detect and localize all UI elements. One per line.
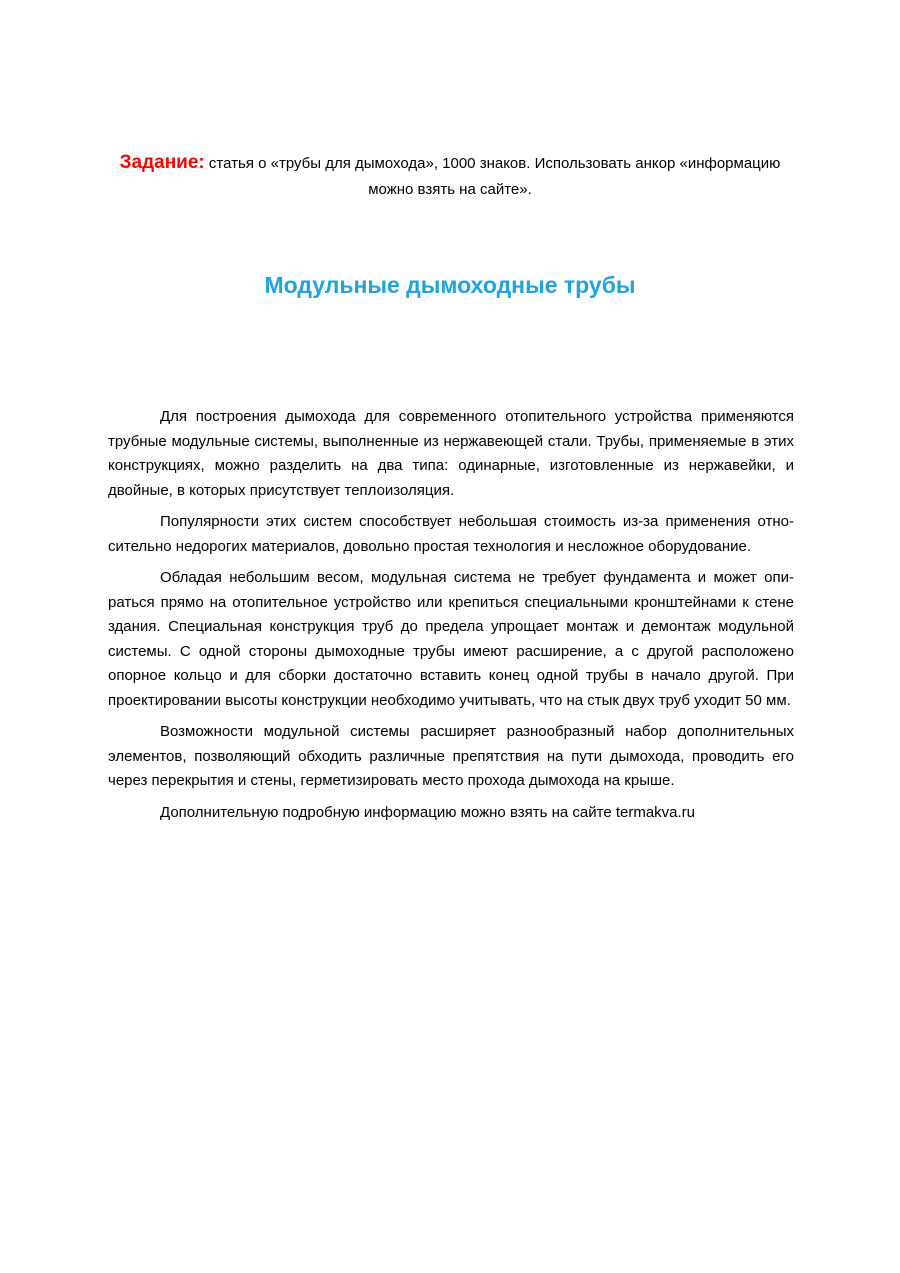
task-statement <box>100 150 800 203</box>
task-text: статья о «трубы для дымохода», 1000 знаков. Использовать анкор «информацию можно взять на сайте». <box>204 155 781 198</box>
article-paragraph-5: Дополнительную подробную информацию можно взять на сайте termakva.ru <box>160 803 696 821</box>
article-paragraph-3: Обладая небольшим весом, модульная система не требует фундамента и может опираться прямо на отопительное устройство или крепиться специальными кронштейнами к стене здания. Специальная конструкция труб до предела упрощает монтаж и демонтаж модульной системы. С одной стороны дымоходные трубы имеют расширение, а с другой расположено опорное кольцо и для сборки достаточно вставить конец одной трубы в начало другой. При проектировании высоты конструкции необходимо учитывать, что на стык двух труб уходит 50 мм. <box>108 569 794 709</box>
article-body <box>108 405 794 832</box>
task-label: Задание: <box>119 152 205 173</box>
article-paragraph-1: Для построения дымохода для современного отопительного устройства применяются трубные модульные системы, выполненные из нержавеющей стали. Трубы, применяемые в этих конструкциях, можно разделить на два типа: одинарные, изготовленные из нержавейки, и двойные, в которых присутствует теплоизоляция. <box>108 408 794 499</box>
article-paragraph-4: Возможности модульной системы расширяет разнообразный набор дополнительных элементов, позволяющий обходить различные препятствия на пути дымохода, проводить его через перекрытия и стены, герметизировать место прохода дымохода на крыше. <box>108 723 794 789</box>
article-title: Модульные дымоходные трубы <box>264 272 636 298</box>
article-paragraph-2: Популярности этих систем способствует небольшая стоимость из-за применения относительно недорогих материалов, довольно простая технология и несложное оборудование. <box>108 513 794 555</box>
